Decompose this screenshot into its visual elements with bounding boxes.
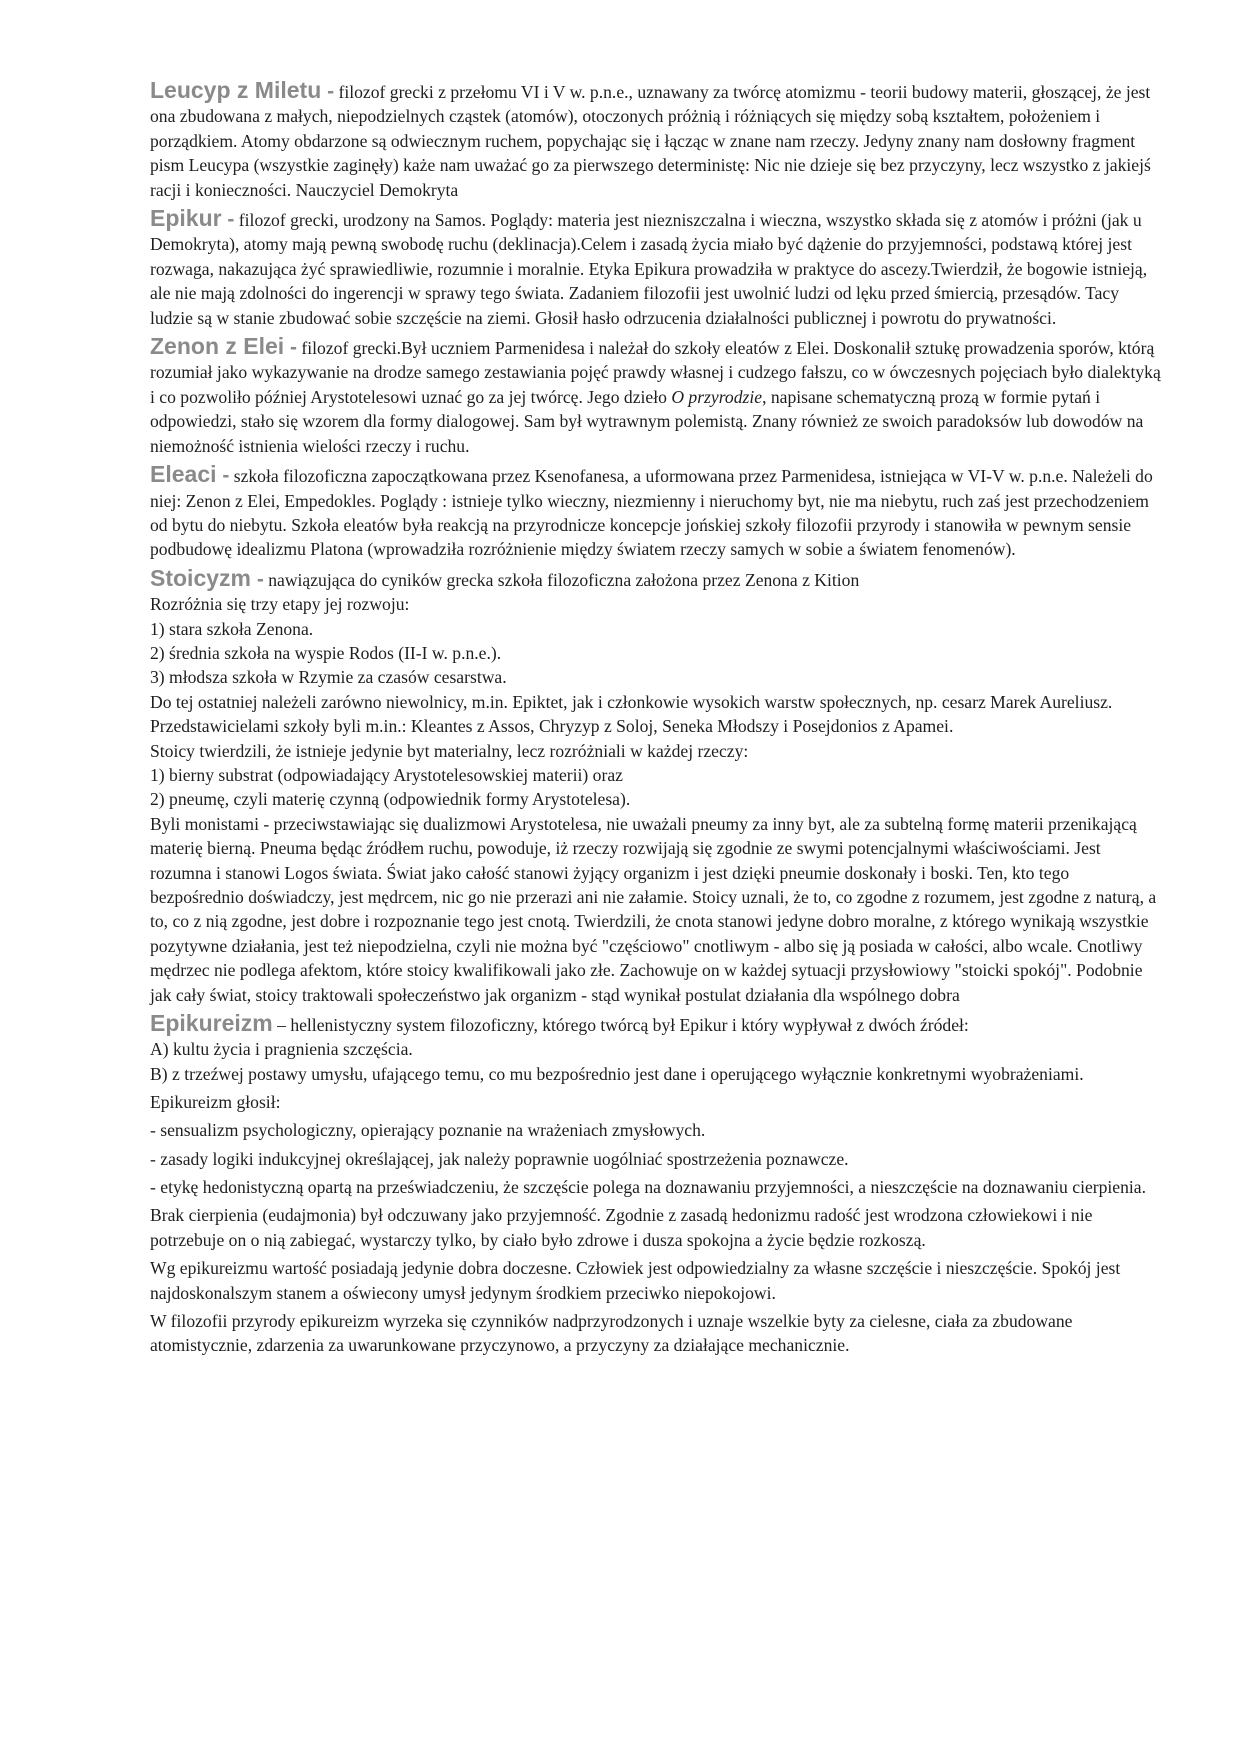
entry-intro-line: [150, 1011, 1165, 1037]
list-item: 2) pneumę, czyli materię czynną (odpowiednik formy Arystotelesa).: [150, 789, 631, 810]
list-item: - zasady logiki indukcyjnej określającej, jak należy poprawnie uogólniać spostrzeżenia poznawcze.: [150, 1148, 849, 1169]
entry-zenon: [150, 334, 1165, 458]
entry-heading: Epikureizm: [150, 1010, 273, 1037]
text-paragraph: Byli monistami - przeciwstawiając się dualizmowi Arystotelesa, nie uważali pneumy za inny byt, ale za subtelną formę materii przenikającą materię bierną. Pneuma będąc źródłem ruchu, powoduje, iż rzeczy rozwijają się zgodnie ze swymi potencjalnymi właściwościami. Jest rozumna i stanowi Logos świata. Świat jako całość stanowi żyjący organizm i jest dzięki pneumie doskonały i boski. Ten, kto tego bezpośrednio doświadczy, jest mędrcem, nic go nie przerazi ani nie załamie. Stoicy uznali, że to, co zgodne z rozumem, jest zgodne z naturą, a to, co z nią zgodne, jest dobre i rozpoznanie tego jest cnotą. Twierdzili, że cnota stanowi jedyne dobro moralne, z którego wynikają wszystkie pozytywne działania, jest też niepodzielna, czyli nie można być "częściowo" cnotliwym - albo się ją posiada w całości, albo wcale. Cnotliwy mędrzec nie podlega afektom, które stoicy kwalifikowali jako złe. Zachowuje on w każdej sytuacji przysłowiowy "stoicki spokój". Podobnie jak cały świat, stoicy traktowali społeczeństwo jak organizm - stąd wynikał postulat działania dla wspólnego dobra: [150, 813, 1157, 1005]
text-paragraph: Brak cierpienia (eudajmonia) był odczuwany jako przyjemność. Zgodnie z zasadą hedonizmu radość jest wrodzona człowiekowi i nie potrzebuje on o nią zabiegać, wystarczy tylko, by ciało było zdrowe i dusza spokojna a życie będzie rozkoszą.: [150, 1205, 1093, 1250]
entry-heading: Zenon z Elei: [150, 333, 285, 360]
entry-epikureizm: [150, 1011, 1165, 1358]
text-paragraph: Do tej ostatniej należeli zarówno niewolnicy, m.in. Epiktet, jak i członkowie wysokich warstw społecznych, np. cesarz Marek Aureliusz. Przedstawicielami szkoły byli m.in.: Kleantes z Assos, Chryzyp z Soloj, Seneka Młodszy i Posejdonios z Apamei.: [150, 691, 1113, 737]
text-line: Stoicy twierdzili, że istnieje jedynie byt materialny, lecz rozróżniali w każdej rzeczy:: [150, 740, 749, 761]
entry-leucyp: [150, 78, 1165, 202]
heading-dash: -: [216, 464, 230, 488]
entry-body: filozof grecki z przełomu VI i V w. p.n.e., uznawany za twórcę atomizmu - teorii budowy materii, głoszącej, że jest ona zbudowana z małych, niepodzielnych cząstek (atomów), otoczonych próżnią i różniących się między sobą kształtem, położeniem i porządkiem. Atomy obdarzone są odwiecznym ruchem, popychając się i łącząc w znane nam rzeczy. Jedyny znany nam dosłowny fragment pism Leucypa (wszystkie zaginęły) każe nam uważać go za pierwszego deterministę: Nic nie dzieje się bez przyczyny, lecz wszystko z jakiejś racji i konieczności. Nauczyciel Demokryta: [150, 82, 1151, 200]
list-item: - etykę hedonistyczną opartą na przeświadczeniu, że szczęście polega na doznawaniu przyjemności, a nieszczęście na doznawaniu cierpienia.: [150, 1176, 1147, 1197]
list-item: 3) młodsza szkoła w Rzymie za czasów cesarstwa.: [150, 667, 507, 688]
entry-heading: Eleaci: [150, 461, 217, 488]
list-item: 1) stara szkoła Zenona.: [150, 618, 314, 639]
text-paragraph: Wg epikureizmu wartość posiadają jedynie dobra doczesne. Człowiek jest odpowiedzialny za własne szczęście i nieszczęście. Spokój jest najdoskonalszym stanem a oświecony umysł jedynym środkiem przeciwko niepokojowi.: [150, 1257, 1121, 1303]
entry-body: nawiązująca do cyników grecka szkoła filozoficzna założona przez Zenona z Kition: [263, 569, 860, 590]
entry-stoicyzm: [150, 566, 1165, 1007]
entry-body: – hellenistyczny system filozoficzny, którego twórcą był Epikur i który wypływał z dwóch źródeł:: [272, 1015, 969, 1036]
entry-body: szkoła filozoficzna zapoczątkowana przez Ksenofanesa, a uformowana przez Parmenidesa, istniejąca w VI-V w. p.n.e. Należeli do niej: Zenon z Elei, Empedokles. Poglądy : istnieje tylko wieczny, niezmienny i nieruchomy byt, nie ma niebytu, ruch zaś jest przechodzeniem od bytu do niebytu. Szkoła eleatów była reakcją na przyrodnicze koncepcje jońskiej szkoły filozofii przyrody i stanowiła w pewnym sensie podbudowę idealizmu Platona (wprowadziła rozróżnienie między światem rzeczy samych w sobie a światem fenomenów).: [150, 466, 1153, 560]
entry-epikur: [150, 206, 1165, 330]
entry-intro-line: [150, 566, 1165, 592]
heading-dash: -: [321, 80, 335, 103]
entry-heading: Epikur: [150, 205, 222, 232]
list-item: A) kultu życia i pragnienia szczęścia.: [150, 1039, 413, 1060]
list-item: B) z trzeźwej postawy umysłu, ufającego temu, co mu bezpośrednio jest dane i operującego wyłącznie konkretnymi wyobrażeniami.: [150, 1063, 1084, 1084]
entry-body: , napisane schematyczną prozą w formie pytań i odpowiedzi, stało się wzorem dla formy dialogowej. Sam był wytrawnym polemistą. Znany również ze swoich paradoksów lub dowodów na niemożność istnienia wielości rzeczy i ruchu.: [150, 386, 1144, 456]
entry-body: filozof grecki.Był uczniem Parmenidesa i należał do szkoły eleatów z Elei. Doskonalił sztukę prowadzenia sporów, którą rozumiał jako wykazywanie na drodze samego zestawiania pojęć prawdy własnej i cudzego fałszu, co w ówczesnych pojęciach było dialektyką i co pozwoliło później Arystotelesowi uznać go za jej twórcę. Jego dzieło: [150, 338, 1161, 407]
text-line: Epikureizm głosił:: [150, 1091, 281, 1112]
heading-dash: -: [250, 567, 264, 591]
work-title: O przyrodzie: [671, 386, 763, 407]
heading-dash: -: [284, 336, 298, 360]
text-paragraph: W filozofii przyrody epikureizm wyrzeka się czynników nadprzyrodzonych i uznaje wszelkie byty za cielesne, ciała za zbudowane atomistycznie, zdarzenia za uwarunkowane przyczynowo, a przyczyny za działające mechanicznie.: [150, 1310, 1073, 1356]
list-item: - sensualizm psychologiczny, opierający poznanie na wrażeniach zmysłowych.: [150, 1120, 706, 1141]
entry-heading: Leucyp z Miletu: [150, 77, 322, 103]
list-item: 1) bierny substrat (odpowiadający Arystotelesowskiej materii) oraz: [150, 764, 623, 785]
document-page: [150, 78, 1165, 1362]
text-line: Rozróżnia się trzy etapy jej rozwoju:: [150, 594, 410, 615]
entry-body: filozof grecki, urodzony na Samos. Poglądy: materia jest niezniszczalna i wieczna, wszystko składa się z atomów i próżni (jak u Demokryta), atomy mają pewną swobodę ruchu (deklinacja).Celem i zasadą życia miało być dążenie do przyjemności, podstawą której jest rozwaga, nakazująca żyć sprawiedliwie, rozumnie i moralnie. Etyka Epikura prowadziła w praktyce do ascezy.Twierdził, że bogowie istnieją, ale nie mają zdolności do ingerencji w sprawy tego świata. Zadaniem filozofii jest uwolnić ludzi od lęku przed śmiercią, przesądów. Tacy ludzie są w stanie zbudować sobie szczęście na ziemi. Głosił hasło odrzucenia działalności publicznej i powrotu do prywatności.: [150, 210, 1148, 328]
list-item: 2) średnia szkoła na wyspie Rodos (II-I w. p.n.e.).: [150, 642, 502, 663]
entry-heading: Stoicyzm: [150, 564, 251, 591]
heading-dash: -: [221, 208, 235, 232]
entry-eleaci: [150, 462, 1165, 562]
